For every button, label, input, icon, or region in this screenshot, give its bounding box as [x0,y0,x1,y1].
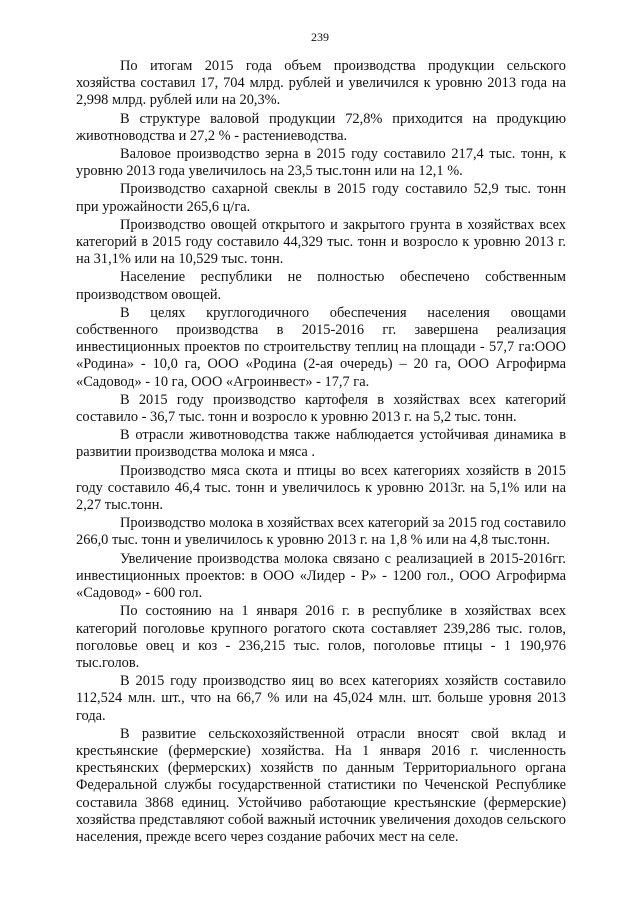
paragraph-milk-projects: Увеличение производства молока связано с реализацией в 2015-2016гг. инвестиционных проектов: в ООО «Лидер - Р» - 1200 гол., ООО Агрофирма «Садовод» - 600 гол. [76,550,566,602]
document-body [76,58,566,847]
paragraph-egg-production: В 2015 году производство яиц во всех категориях хозяйств составило 112,524 млн. шт., что на 66,7 % или на 45,024 млн. шт. больше уровня 2013 года. [76,673,566,724]
paragraph-grain-production: Валовое производство зерна в 2015 году составило 217,4 тыс. тонн, к уровню 2013 года увеличилось на 23,5 тыс.тонн или на 12,1 %. [76,146,566,180]
paragraph-sugar-beet: Производство сахарной свеклы в 2015 году составило 52,9 тыс. тонн при урожайности 265,6 ц/га. [76,181,566,215]
paragraph-potatoes: В 2015 году производство картофеля в хозяйствах всех категорий составило - 36,7 тыс. тонн и возросло к уровню 2013 г. на 5,2 тыс. тонн. [76,391,566,426]
paragraph-livestock: В отрасли животноводства также наблюдается устойчивая динамика в развитии производства молока и мяса . [76,427,566,461]
page-number: 239 [311,30,329,44]
paragraph-meat-production: Производство мяса скота и птицы во всех категориях хозяйств в 2015 году составило 46,4 тыс. тонн и увеличилось к уровню 2013г. на 5,1% или на 2,27 тыс.тонн. [76,462,566,514]
paragraph-vegetables: Производство овощей открытого и закрытого грунта в хозяйствах всех категорий в 2015 году составило 44,329 тыс. тонн и возросло к уровню 2013 г. на 31,1% или на 10,529 тыс. тонн. [76,216,566,268]
paragraph-farm-households: В развитие сельскохозяйственной отрасли вносят свой вклад и крестьянские (фермерские) хозяйства. На 1 января 2016 г. численность крестьянских (фермерских) хозяйств по данным Территориального органа Федеральной службы государственной статистики по Чеченской Республике составила 3868 единиц. Устойчиво работающие крестьянские (фермерские) хозяйства представляют собой важный источник увеличения доходов сельского населения, прежде всего через создание рабочих мест на селе. [76,725,566,845]
paragraph-vegetable-supply: Население республики не полностью обеспечено собственным производством овощей. [76,269,566,303]
paragraph-agriculture-output: По итогам 2015 года объем производства продукции сельского хозяйства составил 17, 704 млрд. рублей и увеличился к уровню 2013 года на 2,998 млрд. рублей или на 20,3%. [76,58,566,109]
paragraph-output-structure: В структуре валовой продукции 72,8% приходится на продукцию животноводства и 27,2 % - растениеводства. [76,110,566,144]
paragraph-herd-size: По состоянию на 1 января 2016 г. в республике в хозяйствах всех категорий поголовье крупного рогатого скота составляет 239,286 тыс. голов, поголовье овец и коз - 236,215 тыс. голов, поголовье птицы - 1 190,976 тыс.голов. [76,603,566,671]
paragraph-greenhouse-projects: В целях круглогодичного обеспечения населения овощами собственного производства в 2015-2016 гг. завершена реализация инвестиционных проектов по строительству теплиц на площади - 57,7 га:ООО «Родина» - 10,0 га, ООО «Родина (2-ая очередь) – 20 га, ООО Агрофирма «Садовод» - 10 га, ООО «Агроинвест» - 17,7 га. [76,304,566,390]
paragraph-milk-production: Производство молока в хозяйствах всех категорий за 2015 год составило 266,0 тыс. тонн и увеличилось к уровню 2013 г. на 1,8 % или на 4,8 тыс.тонн. [76,515,566,549]
